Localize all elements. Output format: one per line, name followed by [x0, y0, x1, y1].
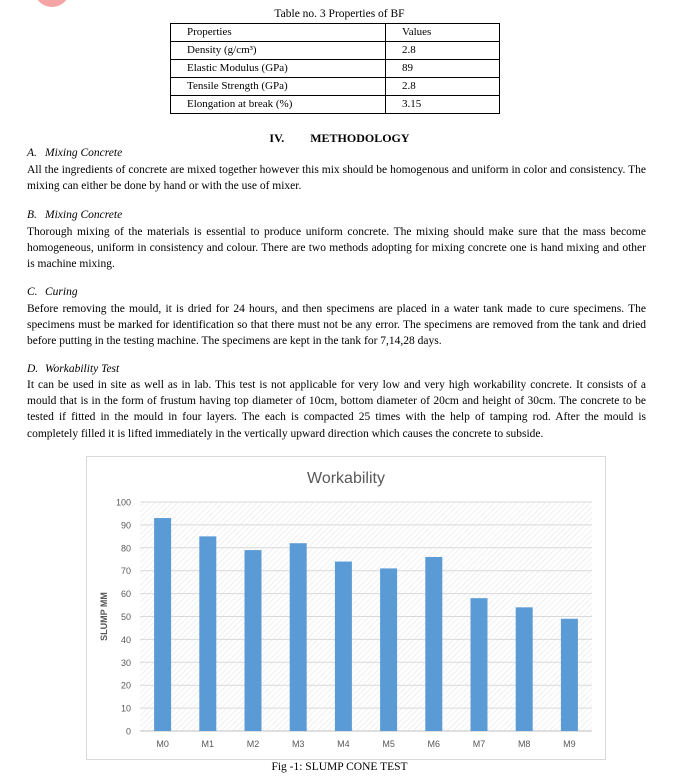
bar-m5	[380, 568, 397, 731]
table-header-values: Values	[386, 24, 500, 42]
y-tick-label: 60	[120, 589, 131, 600]
subsection-heading-b	[27, 209, 122, 221]
table-row	[171, 78, 500, 96]
subsection-heading-a	[27, 147, 122, 159]
subsection-paragraph-d: It can be used in site as well as in lab. This test is not applicable for very low and very high workability concrete. It consists of a mould that is in the form of frustum having top diameter of 10cm, bottom diameter of 20cm and height of 30cm. The concrete to be tested if fitted in the mould in four layers. The each is compacted 25 times with the help of tamping rod. After the mould is completely filled it is lifted immediately in the vertically upward direction which causes the concrete to subside.	[27, 379, 646, 440]
subsection-paragraph-a: All the ingredients of concrete are mixed together however this mix should be homogenous and uniform in color and consistency. The mixing can either be done by hand or with the use of mixer.	[27, 164, 646, 193]
table-cell-value: 2.8	[386, 42, 500, 60]
x-tick-label: M1	[201, 739, 215, 749]
y-tick-label: 50	[120, 612, 131, 622]
y-tick-label: 90	[120, 520, 131, 531]
bar-m9	[561, 619, 578, 731]
subsection-paragraph-b: Thorough mixing of the materials is essential to produce uniform concrete. The mixing should make sure that the mass become homogeneous, uniform in consistency and colour. There are two methods adopting for mixing concrete one is hand mixing and other is machine mixing.	[27, 226, 646, 271]
table-row	[171, 96, 500, 114]
bar-m0	[154, 518, 171, 731]
y-tick-label: 0	[125, 726, 131, 737]
bar-m1	[199, 536, 216, 731]
x-tick-label: M8	[517, 739, 531, 749]
subsection-letter: C.	[27, 286, 38, 298]
subsection-title: Mixing Concrete	[45, 147, 123, 159]
y-tick-label: 10	[120, 703, 131, 714]
section-title: METHODOLOGY	[310, 131, 410, 145]
chart-svg	[87, 457, 605, 759]
x-tick-label: M0	[156, 739, 169, 749]
chart-title: Workability	[307, 470, 385, 487]
figure-caption: Fig -1: SLUMP CONE TEST	[271, 761, 408, 773]
y-tick-label: 30	[120, 657, 131, 668]
x-tick-label: M7	[472, 739, 486, 749]
bar-m7	[471, 598, 488, 731]
x-tick-label: M9	[563, 739, 576, 749]
properties-table	[170, 23, 500, 114]
subsection-letter: D.	[27, 363, 39, 375]
table-caption: Table no. 3 Properties of BF	[274, 8, 405, 20]
table-header-row	[171, 24, 500, 42]
table-cell-property: Density (g/cm³)	[171, 42, 386, 60]
y-tick-label: 20	[120, 680, 131, 691]
table-row	[171, 42, 500, 60]
workability-chart	[86, 456, 606, 760]
table-cell-property: Elongation at break (%)	[171, 96, 386, 114]
subsection-letter: B.	[27, 209, 37, 221]
table-header-properties: Properties	[171, 24, 386, 42]
x-tick-label: M5	[382, 739, 395, 749]
bar-m8	[516, 607, 533, 731]
y-axis-label: SLUMP MM	[99, 592, 109, 641]
section-number: IV.	[269, 131, 285, 145]
section-heading	[0, 131, 679, 146]
subsection-heading-c	[27, 286, 78, 298]
table-cell-property: Elastic Modulus (GPa)	[171, 60, 386, 78]
bar-m3	[290, 543, 307, 731]
y-tick-label: 40	[120, 634, 131, 645]
y-tick-label: 80	[120, 543, 131, 554]
table-row	[171, 60, 500, 78]
subsection-title: Workability Test	[45, 363, 120, 375]
bar-m4	[335, 562, 352, 731]
x-tick-label: M3	[291, 739, 305, 749]
subsection-letter: A.	[27, 147, 37, 159]
y-tick-label: 100	[115, 497, 131, 508]
x-tick-label: M4	[337, 739, 350, 749]
subsection-paragraph-c: Before removing the mould, it is dried for 24 hours, and then specimens are placed in a water tank made to cure specimens. The specimens must be marked for identification so that there must not be any error. The specimens are removed from the tank and dried before putting in the testing machine. The specimens are kept in the tank for 7,14,28 days.	[27, 303, 646, 348]
subsection-heading-d	[27, 363, 119, 375]
y-tick-label: 70	[120, 566, 131, 577]
table-cell-value: 2.8	[386, 78, 500, 96]
subsection-title: Curing	[45, 286, 78, 298]
x-tick-label: M2	[246, 739, 260, 749]
bar-m2	[245, 550, 262, 731]
header-logo-fragment	[34, 0, 70, 7]
subsection-title: Mixing Concrete	[45, 209, 123, 221]
bar-m6	[425, 557, 442, 731]
table-cell-value: 89	[386, 60, 500, 78]
table-cell-property: Tensile Strength (GPa)	[171, 78, 386, 96]
table-cell-value: 3.15	[386, 96, 500, 114]
x-tick-label: M6	[427, 739, 441, 749]
